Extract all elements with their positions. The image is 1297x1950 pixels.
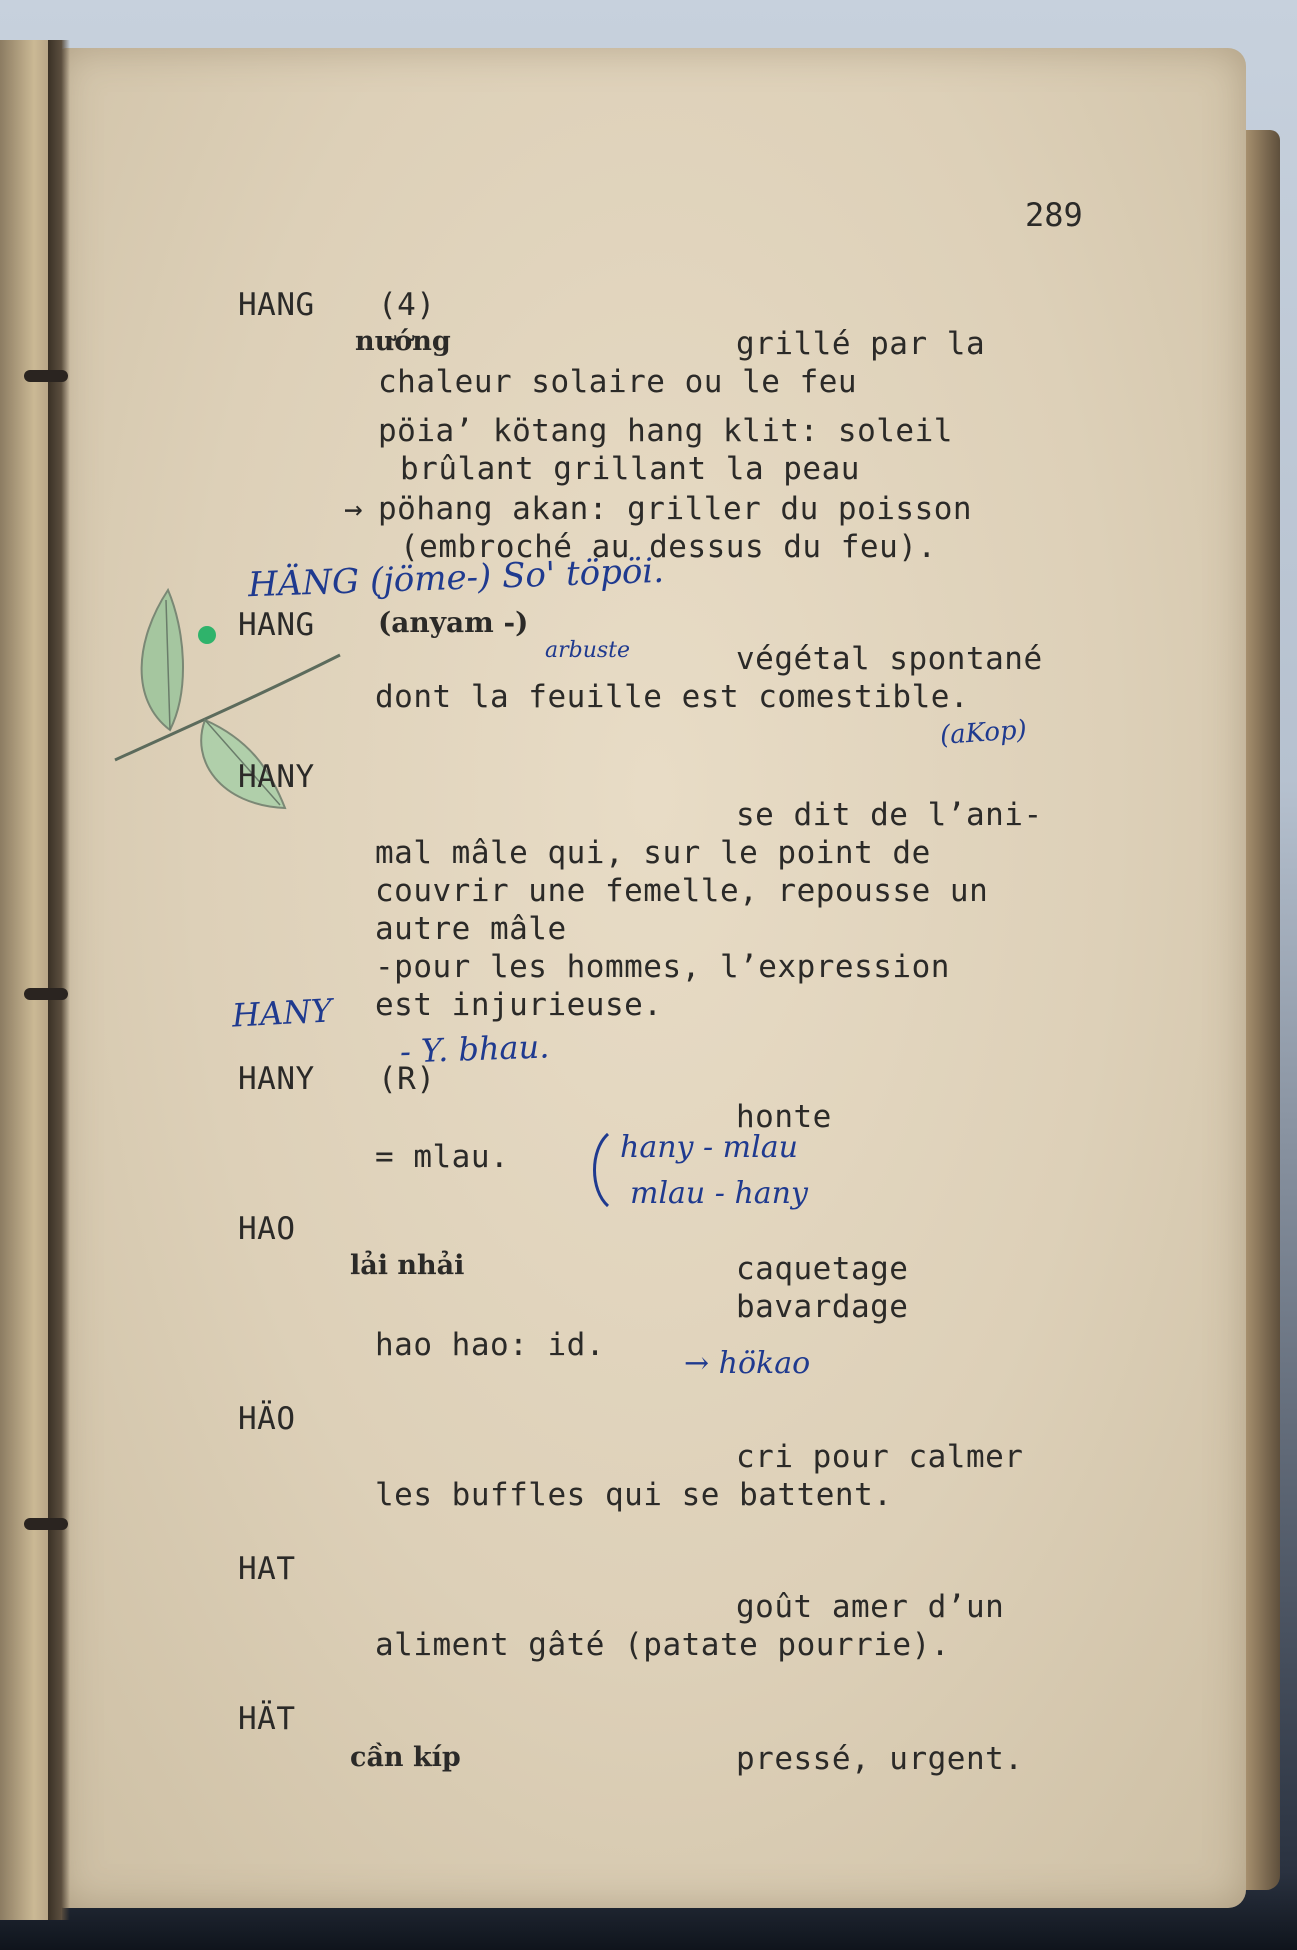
handwritten-note: HANY [231,991,334,1035]
gloss-continuation: les buffles qui se battent. [375,1477,893,1513]
arrow-icon: → [344,491,364,527]
headword: HANG [238,607,315,643]
binding-ring [24,370,68,382]
gloss: se dit de l’ani- [736,797,1043,833]
example-translation: brûlant grillant la peau [400,451,860,487]
gloss-continuation: couvrir une femelle, repousse un [375,873,989,909]
gloss: bavardage [736,1289,909,1325]
binding-ring [24,988,68,1000]
handwritten-note: hany - mlau [620,1130,798,1165]
gloss: pressé, urgent. [736,1741,1024,1777]
headword: HANG [238,287,315,323]
example-line: hao hao: id. [375,1327,605,1363]
green-dot-icon [198,626,216,644]
vietnamese-gloss: cần kíp [350,1742,461,1773]
example-line: pöhang akan: griller du poisson [378,491,973,527]
entry-tag: (anyam -) [378,606,529,639]
headword: HÄO [238,1401,296,1437]
entry-tag: (R) [378,1061,436,1097]
handwritten-note: HÄNG (jöme-) So' töpöi. [247,550,665,606]
handwritten-note: - Y. bhau. [399,1027,550,1071]
headword: HANY [238,759,315,795]
gloss-continuation: -pour les hommes, l’expression [375,949,950,985]
vietnamese-gloss: nướng [355,326,451,357]
bracket-icon [584,1130,614,1210]
handwritten-note: mlau - hany [630,1176,808,1211]
gloss: grillé par la [736,326,986,362]
handwritten-note: arbuste [545,638,631,663]
page-number: 289 [1025,196,1083,234]
handwritten-note: (aKop) [939,715,1028,751]
gloss-continuation: autre mâle [375,911,567,947]
entry-tag: (4) [378,287,436,323]
gloss: caquetage [736,1251,909,1287]
gloss: honte [736,1099,832,1135]
gloss-continuation: mal mâle qui, sur le point de [375,835,931,871]
headword: HANY [238,1061,315,1097]
binding-shadow [48,40,70,1920]
gloss-continuation: dont la feuille est comestible. [375,679,970,715]
headword: HAT [238,1551,296,1587]
headword: HÄT [238,1701,296,1737]
gloss-continuation: est injurieuse. [375,987,663,1023]
binding-ring [24,1518,68,1530]
gloss: végétal spontané [736,641,1043,677]
example-line: pöia’ kötang hang klit: soleil [378,413,953,449]
gloss-continuation: chaleur solaire ou le feu [378,364,858,400]
headword: HAO [238,1211,296,1247]
example-translation: (embroché au dessus du feu). [400,529,937,565]
gloss-continuation: = mlau. [375,1139,510,1175]
gloss-continuation: aliment gâté (patate pourrie). [375,1627,950,1663]
gloss: cri pour calmer [736,1439,1024,1475]
gloss: goût amer d’un [736,1589,1005,1625]
vietnamese-gloss: lải nhải [350,1250,465,1281]
handwritten-note: → hökao [684,1346,811,1381]
